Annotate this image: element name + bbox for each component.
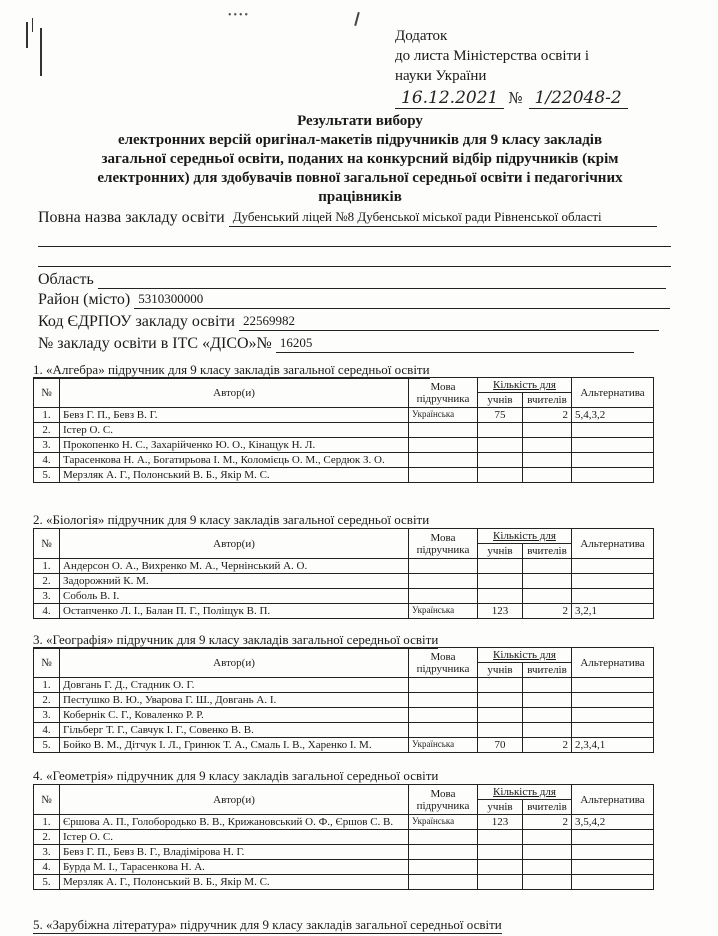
textbook-table-biology	[33, 528, 654, 619]
row-teachers	[523, 453, 572, 468]
table-row	[34, 453, 654, 468]
header-no: №	[34, 378, 60, 408]
row-author: Андерсон О. А., Вихренко М. А., Чернінський А. О.	[60, 559, 409, 574]
section-title-text: 3. «Географія» підручник для 9 класу закладів загальної середньої освіти	[33, 632, 439, 647]
table-row	[34, 815, 654, 830]
addendum-no-label: №	[508, 89, 523, 107]
row-language	[409, 678, 478, 693]
row-students	[478, 723, 523, 738]
region-label: Область	[38, 271, 94, 288]
header-language: Мова підручника	[409, 378, 478, 408]
its-value: 16205	[276, 335, 634, 353]
row-alternative	[572, 423, 654, 438]
row-number: 5.	[34, 468, 60, 483]
row-language	[409, 845, 478, 860]
row-teachers	[523, 559, 572, 574]
table-row	[34, 738, 654, 753]
region-value	[98, 273, 666, 289]
table-header-row	[34, 529, 654, 544]
row-alternative	[572, 453, 654, 468]
row-author: Мерзляк А. Г., Полонський В. Б., Якір М. С.	[60, 875, 409, 890]
title-line-2: електронних версій оригінал-макетів підручників для 9 класу закладів	[117, 132, 603, 148]
row-alternative: 5,4,3,2	[572, 408, 654, 423]
row-number: 2.	[34, 423, 60, 438]
row-number: 3.	[34, 708, 60, 723]
scan-marks	[20, 8, 80, 88]
row-alternative	[572, 678, 654, 693]
table-row	[34, 468, 654, 483]
header-teachers: вчителів	[523, 663, 572, 678]
row-author: Гільберг Т. Г., Савчук І. Г., Совенко В. В.	[60, 723, 409, 738]
row-teachers	[523, 875, 572, 890]
blank-line-1	[38, 246, 671, 247]
scan-dots: ••••	[228, 10, 251, 21]
section-title-text: 2. «Біологія» підручник для 9 класу закладів загальної середньої освіти	[33, 512, 430, 527]
header-language: Мова підручника	[409, 529, 478, 559]
header-students: учнів	[478, 800, 523, 815]
table-row	[34, 830, 654, 845]
addendum-date: 16.12.2021	[395, 88, 504, 109]
row-teachers	[523, 693, 572, 708]
row-number: 3.	[34, 589, 60, 604]
blank-line-2	[38, 266, 671, 267]
header-no: №	[34, 529, 60, 559]
row-number: 4.	[34, 723, 60, 738]
header-teachers: вчителів	[523, 393, 572, 408]
section-title	[33, 917, 502, 934]
row-language	[409, 453, 478, 468]
row-teachers	[523, 845, 572, 860]
table-header-row	[34, 785, 654, 800]
row-teachers: 2	[523, 604, 572, 619]
row-students	[478, 860, 523, 875]
header-teachers: вчителів	[523, 544, 572, 559]
row-alternative	[572, 438, 654, 453]
row-students: 123	[478, 604, 523, 619]
its-field	[38, 335, 634, 353]
row-author: Мерзляк А. Г., Полонський В. Б., Якір М. С.	[60, 468, 409, 483]
addendum-block	[395, 26, 695, 108]
row-language	[409, 589, 478, 604]
row-number: 1.	[34, 408, 60, 423]
table-row	[34, 845, 654, 860]
district-field	[38, 291, 670, 309]
header-no: №	[34, 785, 60, 815]
row-author: Кобернік С. Г., Коваленко Р. Р.	[60, 708, 409, 723]
header-alternative: Альтернатива	[572, 785, 654, 815]
row-number: 1.	[34, 559, 60, 574]
table-row	[34, 693, 654, 708]
row-author: Прокопенко Н. С., Захарійченко Ю. О., Кінащук Н. Л.	[60, 438, 409, 453]
addendum-line1: Додаток	[395, 28, 448, 44]
title-line-3: загальної середньої освіти, поданих на конкурсний відбір підручників (крім	[101, 151, 619, 167]
edrpou-field	[38, 313, 659, 331]
table-row	[34, 875, 654, 890]
textbook-table-algebra	[33, 377, 654, 483]
row-alternative	[572, 830, 654, 845]
scan-tick	[354, 12, 360, 26]
row-alternative: 3,2,1	[572, 604, 654, 619]
header-no: №	[34, 648, 60, 678]
row-alternative	[572, 468, 654, 483]
row-number: 5.	[34, 738, 60, 753]
row-language	[409, 875, 478, 890]
table-header-row	[34, 378, 654, 393]
row-language	[409, 468, 478, 483]
row-language: Українська	[409, 738, 478, 753]
row-number: 2.	[34, 693, 60, 708]
row-alternative	[572, 845, 654, 860]
region-field	[38, 271, 666, 289]
row-alternative	[572, 875, 654, 890]
row-teachers	[523, 860, 572, 875]
row-teachers	[523, 589, 572, 604]
header-quantity: Кількість для	[478, 648, 572, 663]
row-number: 1.	[34, 678, 60, 693]
header-students: учнів	[478, 393, 523, 408]
row-number: 3.	[34, 845, 60, 860]
section-title-text: 1. «Алгебра» підручник для 9 класу закладів загальної середньої освіти	[33, 362, 430, 377]
row-author: Бевз Г. П., Бевз В. Г.	[60, 408, 409, 423]
row-author: Соболь В. І.	[60, 589, 409, 604]
row-language: Українська	[409, 815, 478, 830]
row-teachers	[523, 830, 572, 845]
header-teachers: вчителів	[523, 800, 572, 815]
header-quantity: Кількість для	[478, 529, 572, 544]
row-number: 5.	[34, 875, 60, 890]
header-author: Автор(и)	[60, 648, 409, 678]
section-title-text: 4. «Геометрія» підручник для 9 класу закладів загальної середньої освіти	[33, 768, 439, 783]
row-language	[409, 559, 478, 574]
row-language: Українська	[409, 604, 478, 619]
addendum-line3: науки України	[395, 68, 487, 84]
school-name-label: Повна назва закладу освіти	[38, 209, 225, 226]
row-author: Істер О. С.	[60, 423, 409, 438]
row-alternative	[572, 589, 654, 604]
row-author: Істер О. С.	[60, 830, 409, 845]
row-students	[478, 559, 523, 574]
header-language: Мова підручника	[409, 785, 478, 815]
row-students	[478, 693, 523, 708]
edrpou-value: 22569982	[239, 313, 659, 331]
row-alternative	[572, 574, 654, 589]
document-title	[40, 112, 680, 207]
section-title-text: 5. «Зарубіжна література» підручник для 9 класу закладів загальної середньої освіти	[33, 917, 502, 932]
header-author: Автор(и)	[60, 785, 409, 815]
addendum-number: 1/22048-2	[529, 88, 628, 109]
section-title	[33, 768, 438, 785]
row-number: 2.	[34, 830, 60, 845]
addendum-line2: до листа Міністерства освіти і	[395, 48, 590, 64]
district-label: Район (місто)	[38, 291, 131, 308]
header-students: учнів	[478, 544, 523, 559]
row-alternative	[572, 693, 654, 708]
table-row	[34, 589, 654, 604]
row-author: Задорожний К. М.	[60, 574, 409, 589]
row-students	[478, 453, 523, 468]
table-row	[34, 559, 654, 574]
row-language	[409, 723, 478, 738]
school-name-field	[38, 209, 657, 227]
row-language	[409, 860, 478, 875]
row-language	[409, 708, 478, 723]
addendum-reference	[395, 88, 695, 108]
row-students	[478, 438, 523, 453]
header-author: Автор(и)	[60, 378, 409, 408]
table-row	[34, 408, 654, 423]
row-language	[409, 438, 478, 453]
row-teachers: 2	[523, 738, 572, 753]
row-alternative	[572, 860, 654, 875]
row-language	[409, 830, 478, 845]
row-students: 70	[478, 738, 523, 753]
row-author: Бойко В. М., Дітчук І. Л., Гринюк Т. А., Смаль І. В., Харенко І. М.	[60, 738, 409, 753]
title-line-1: Результати вибору	[297, 113, 423, 129]
row-number: 4.	[34, 453, 60, 468]
row-language: Українська	[409, 408, 478, 423]
row-teachers: 2	[523, 815, 572, 830]
header-alternative: Альтернатива	[572, 648, 654, 678]
row-number: 3.	[34, 438, 60, 453]
edrpou-label: Код ЄДРПОУ закладу освіти	[38, 313, 235, 330]
row-teachers	[523, 438, 572, 453]
row-students	[478, 678, 523, 693]
school-name-value: Дубенський ліцей №8 Дубенської міської ради Рівненської області	[229, 209, 657, 227]
row-teachers	[523, 574, 572, 589]
row-number: 4.	[34, 604, 60, 619]
row-language	[409, 574, 478, 589]
row-students	[478, 875, 523, 890]
header-students: учнів	[478, 663, 523, 678]
table-row	[34, 574, 654, 589]
row-teachers	[523, 723, 572, 738]
row-students	[478, 423, 523, 438]
row-teachers	[523, 678, 572, 693]
table-row	[34, 438, 654, 453]
row-students	[478, 708, 523, 723]
table-header-row	[34, 648, 654, 663]
row-alternative	[572, 708, 654, 723]
row-author: Довгань Г. Д., Стадник О. Г.	[60, 678, 409, 693]
header-language: Мова підручника	[409, 648, 478, 678]
row-students	[478, 574, 523, 589]
row-language	[409, 693, 478, 708]
header-alternative: Альтернатива	[572, 378, 654, 408]
header-author: Автор(и)	[60, 529, 409, 559]
row-alternative	[572, 723, 654, 738]
row-alternative: 3,5,4,2	[572, 815, 654, 830]
row-author: Остапченко Л. І., Балан П. Г., Поліщук В. П.	[60, 604, 409, 619]
header-quantity: Кількість для	[478, 785, 572, 800]
row-author: Бурда М. І., Тарасенкова Н. А.	[60, 860, 409, 875]
section-title	[33, 512, 429, 529]
row-teachers: 2	[523, 408, 572, 423]
table-row	[34, 708, 654, 723]
row-author: Бевз Г. П., Бевз В. Г., Владімірова Н. Г.	[60, 845, 409, 860]
row-teachers	[523, 708, 572, 723]
table-row	[34, 860, 654, 875]
row-number: 2.	[34, 574, 60, 589]
row-teachers	[523, 423, 572, 438]
row-author: Пестушко В. Ю., Уварова Г. Ш., Довгань А. І.	[60, 693, 409, 708]
row-number: 4.	[34, 860, 60, 875]
row-students	[478, 830, 523, 845]
title-line-5: працівників	[318, 189, 402, 205]
row-author: Єршова А. П., Голобородько В. В., Крижановський О. Ф., Єршов С. В.	[60, 815, 409, 830]
row-students	[478, 845, 523, 860]
header-alternative: Альтернатива	[572, 529, 654, 559]
row-alternative	[572, 559, 654, 574]
row-number: 1.	[34, 815, 60, 830]
textbook-table-geography	[33, 647, 654, 753]
its-label: № закладу освіти в ІТС «ДІСО»№	[38, 335, 272, 352]
row-students	[478, 468, 523, 483]
row-students: 75	[478, 408, 523, 423]
row-teachers	[523, 468, 572, 483]
row-alternative: 2,3,4,1	[572, 738, 654, 753]
row-language	[409, 423, 478, 438]
table-row	[34, 723, 654, 738]
title-line-4: електронних) для здобувачів повної загальної середньої освіти і педагогічних	[97, 170, 623, 186]
header-quantity: Кількість для	[478, 378, 572, 393]
row-author: Тарасенкова Н. А., Богатирьова І. М., Коломієць О. М., Сердюк З. О.	[60, 453, 409, 468]
textbook-table-geometry	[33, 784, 654, 890]
table-row	[34, 604, 654, 619]
district-value: 5310300000	[134, 291, 670, 309]
table-row	[34, 423, 654, 438]
row-students: 123	[478, 815, 523, 830]
row-students	[478, 589, 523, 604]
table-row	[34, 678, 654, 693]
